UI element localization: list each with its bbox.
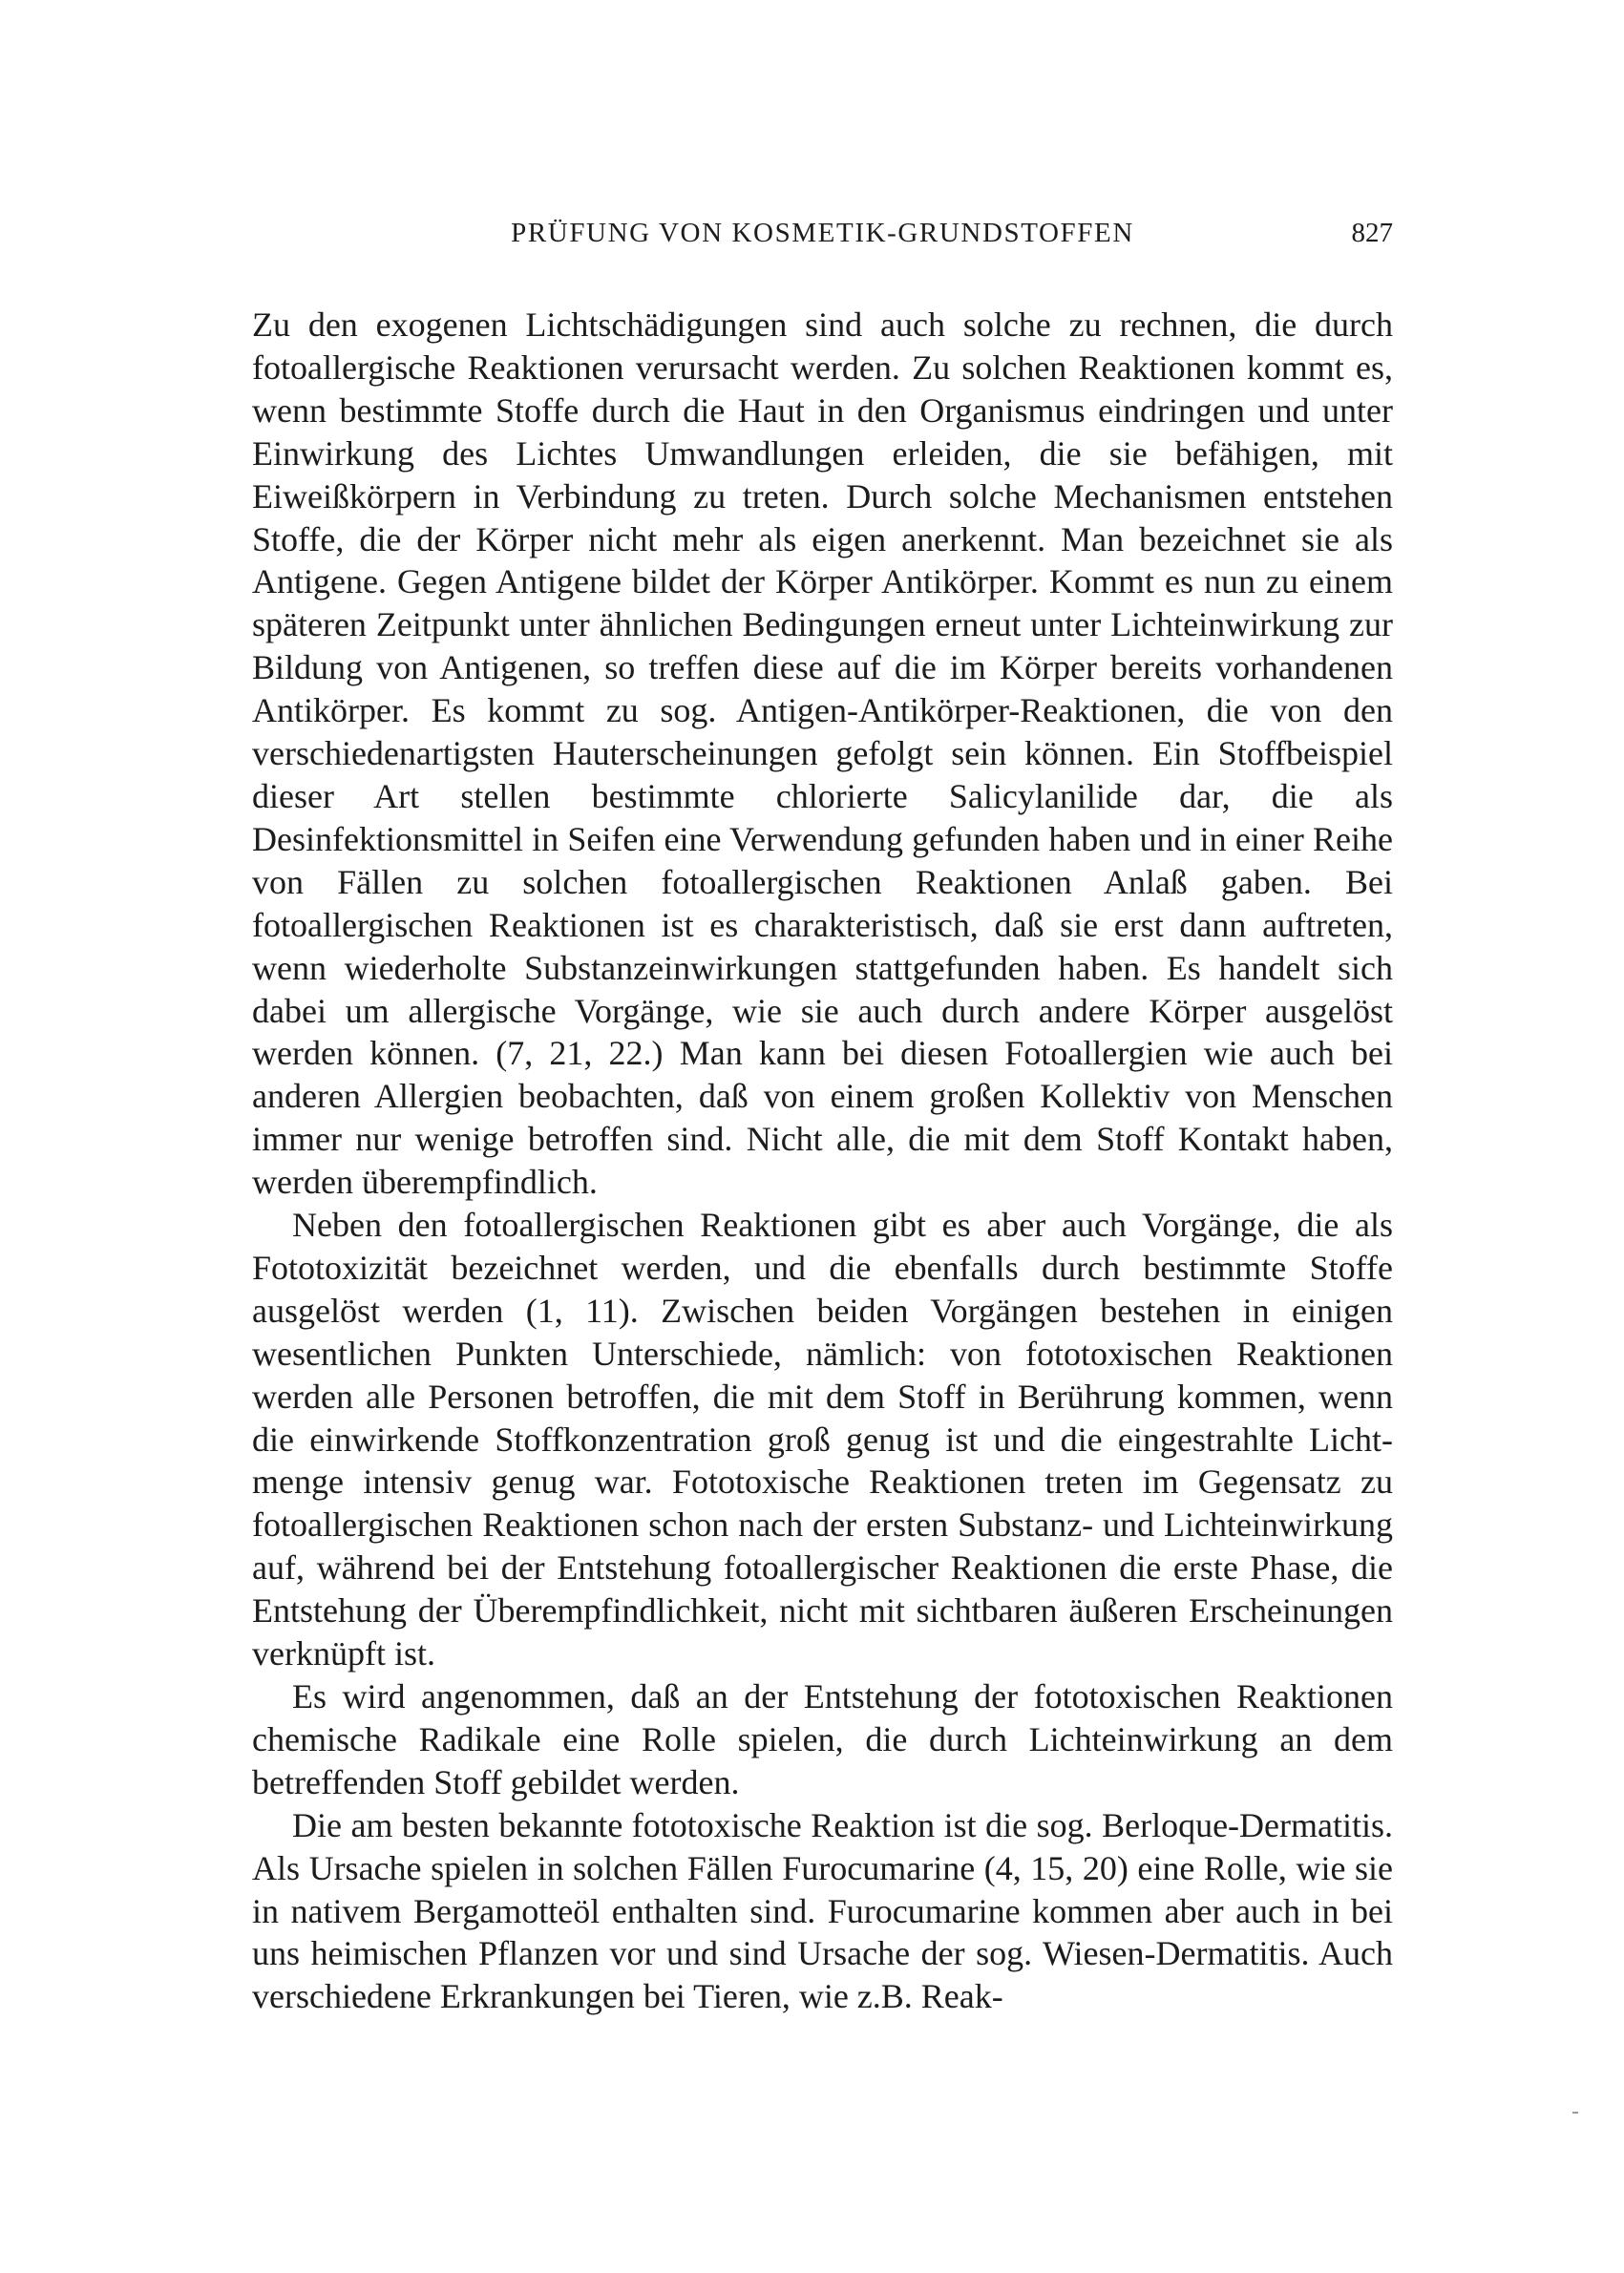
page-number: 827 bbox=[1351, 218, 1393, 248]
paragraph-phototoxicity: Neben den fotoallergischen Reaktionen gibt es aber auch Vorgänge, die als Fototoxizität bezeichnet werden, und die ebenfalls durch bestimmte Stoffe ausgelöst werden (1, 11). Zwischen beiden Vorgängen bestehen in einigen wesentlichen Punkten Unterschiede, nämlich: von fototoxischen Reaktionen werden alle Personen betroffen, die mit dem Stoff in Berührung kommen, wenn die einwirkende Stoffkonzentration groß genug ist und die eingestrahlte Lichtmenge intensiv genug war. Fototoxische Reaktionen treten im Gegensatz zu fotoallergischen Reaktionen schon nach der ersten Substanz- und Lichteinwirkung auf, während bei der Entstehung fotoallergischer Reaktionen die erste Phase, die Entstehung der Überempfindlichkeit, nicht mit sichtbaren äußeren Erscheinungen verknüpft ist. bbox=[252, 1206, 1393, 1673]
paragraph-chemical-radicals: Es wird angenommen, daß an der Entstehung der fototoxischen Reaktionen chemische Radikale eine Rolle spielen, die durch Lichteinwirkung an dem betreffenden Stoff gebildet werden. bbox=[252, 1677, 1393, 1801]
body-text bbox=[252, 304, 1393, 2018]
scan-edge-mark bbox=[1572, 2112, 1578, 2114]
running-head bbox=[252, 218, 1393, 256]
running-title: PRÜFUNG VON KOSMETIK-GRUNDSTOFFEN bbox=[511, 218, 1134, 248]
paragraph-berloque-dermatitis: Die am besten bekannte fototoxische Reaktion ist die sog. Berloque-Dermatitis. Als Ursache spielen in solchen Fällen Furocumarine (4, 15, 20) eine Rolle, wie sie in nativem Bergamotteöl enthalten sind. Furocumarine kommen aber auch in bei uns heimischen Pflanzen vor und sind Ursache der sog. Wiesen-Dermatitis. Auch verschiedene Erkrankungen bei Tieren, wie z.B. Reak- bbox=[252, 1805, 1393, 2016]
paragraph-photoallergic-reactions: Zu den exogenen Lichtschädigungen sind auch solche zu rechnen, die durch fotoallergische Reaktionen verursacht werden. Zu solchen Reaktionen kommt es, wenn bestimmte Stoffe durch die Haut in den Organismus eindringen und unter Einwirkung des Lichtes Umwandlungen erleiden, die sie befähigen, mit Eiweißkörpern in Verbindung zu treten. Durch solche Mechanismen entstehen Stoffe, die der Körper nicht mehr als eigen anerkennt. Man bezeichnet sie als Antigene. Gegen Antigene bildet der Körper Antikörper. Kommt es nun zu einem späteren Zeitpunkt unter ähnlichen Bedingungen erneut unter Lichteinwirkung zur Bildung von Antigenen, so treffen diese auf die im Körper bereits vorhandenen Antikörper. Es kommt zu sog. Antigen-Antikörper-Reaktionen, die von den verschiedenartigsten Hauterscheinungen gefolgt sein können. Ein Stoffbeispiel dieser Art stellen bestimmte chlorierte Salicylanilide dar, die als Desinfektionsmittel in Seifen eine Verwendung gefunden haben und in einer Reihe von Fällen zu solchen fotoallergischen Reaktionen Anlaß gaben. Bei fotoallergischen Reaktionen ist es charakteristisch, daß sie erst dann auftreten, wenn wiederholte Substanzeinwirkungen stattgefunden haben. Es handelt sich dabei um allergische Vorgänge, wie sie auch durch andere Körper ausgelöst werden können. (7, 21, 22.) Man kann bei diesen Fotoallergien wie auch bei anderen Allergien beobachten, daß von einem großen Kollektiv von Menschen immer nur wenige betroffen sind. Nicht alle, die mit dem Stoff Kontakt haben, werden überempfindlich. bbox=[252, 305, 1393, 1202]
